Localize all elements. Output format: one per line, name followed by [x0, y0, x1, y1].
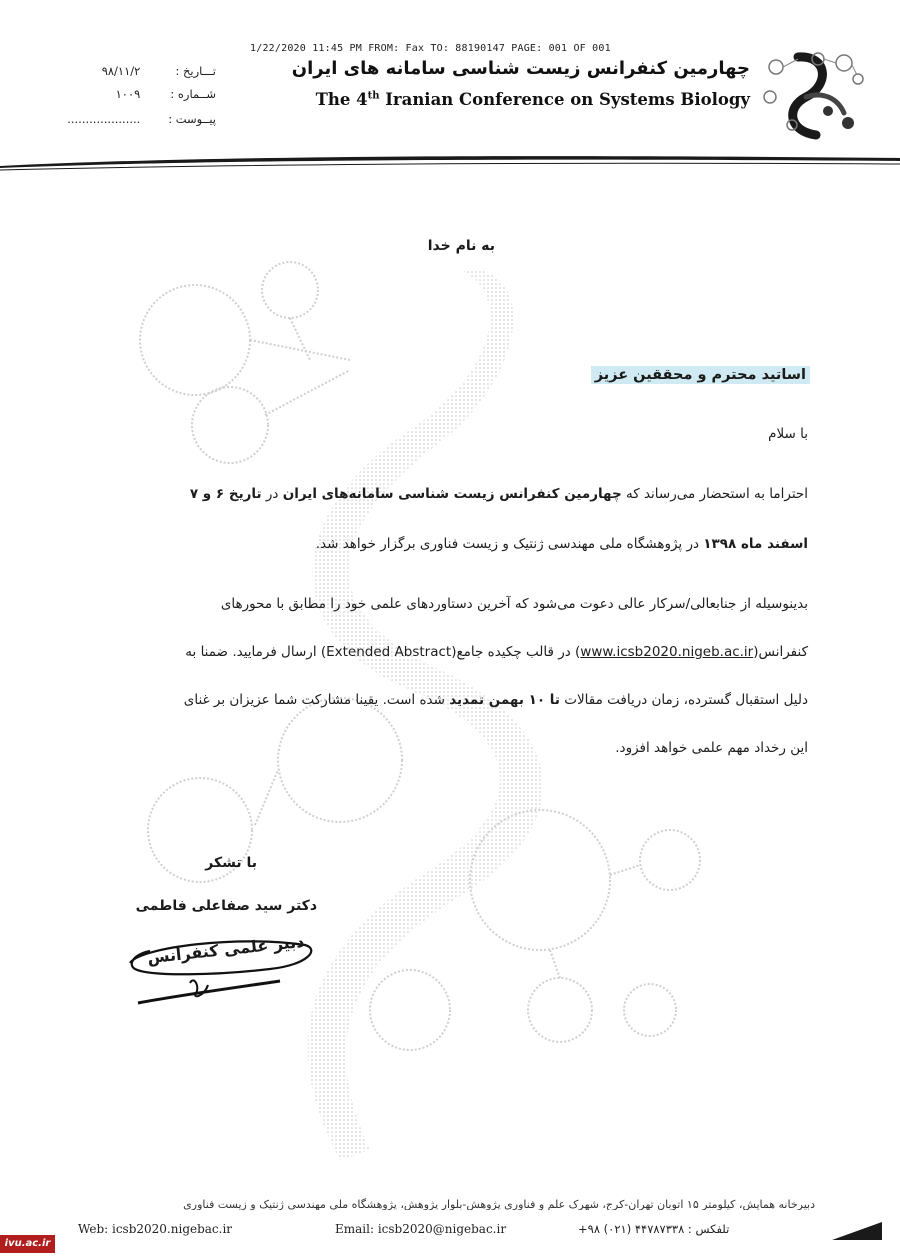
attachment-row [66, 112, 216, 126]
footer-phone: تلفکس : ۴۴۷۸۷۳۳۸ (۰۲۱) ۹۸+ [578, 1222, 730, 1236]
number-label: شــماره : [170, 87, 216, 101]
date-value: ۹۸/۱۱/۲ [101, 64, 141, 78]
paragraph-1-line-1: احتراما به استحضار می‌رساند که چهارمین کنفرانس زیست شناسی سامانه‌های ایران در تاریخ ۶ و ۷ [189, 486, 808, 502]
fax-header: 1/22/2020 11:45 PM FROM: Fax TO: 88190147 PAGE: 001 OF 001 [250, 43, 611, 54]
date-label: تـــاريخ : [175, 64, 216, 78]
paragraph-2-line-1: بدینوسیله از جنابعالی/سرکار عالی دعوت می‌شود که آخرین دستاوردهای علمی خود را مطابق با محورهای [220, 596, 808, 612]
closing-thanks: با تشکر [205, 855, 257, 871]
footer-web: Web: icsb2020.nigebac.ir [78, 1222, 233, 1236]
attachment-label: پيــوست : [168, 112, 216, 126]
number-value: ۱۰۰۹ [115, 87, 141, 101]
paragraph-2-line-4: این رخداد مهم علمی خواهد افزود. [615, 740, 808, 756]
bismillah-heading: به نام خدا [427, 238, 495, 254]
paragraph-1-line-2: اسفند ماه ۱۳۹۸ در پژوهشگاه ملی مهندسی ژنتیک و زیست فناوری برگزار خواهد شد. [315, 536, 808, 552]
conference-logo-icon [758, 45, 868, 145]
header-divider [0, 148, 900, 178]
paragraph-2-line-2: کنفرانس(www.icsb2020.nigeb.ac.ir) در قالب چکیده جامع(Extended Abstract) ارسال فرمایید. ضمنا به [185, 644, 808, 660]
signature-title: دبیر علمی کنفرانس [146, 931, 306, 968]
footer-address: دبیرخانه همایش، کیلومتر ۱۵ اتوبان تهران-کرج، شهرک علم و فناوری پژوهش-بلوار پژوهش، پژوهشگاه ملی مهندسی ژنتیک و زیست فناوری [183, 1198, 815, 1210]
conference-title-en: The 4th Iranian Conference on Systems Biology [315, 90, 750, 109]
footer-email: Email: icsb2020@nigebac.ir [335, 1222, 507, 1236]
conference-url[interactable]: www.icsb2020.nigeb.ac.ir [580, 644, 754, 660]
paragraph-2-line-3: دلیل استقبال گسترده، زمان دریافت مقالات تا ۱۰ بهمن تمدید شده است. یقینا مشارکت شما عزیزان بر غنای [183, 692, 808, 708]
corner-mark [832, 1222, 882, 1240]
conference-title-fa: چهارمین کنفرانس زیست شناسی سامانه های ایران [291, 58, 750, 79]
attachment-value: .................... [67, 112, 141, 126]
date-row [66, 64, 216, 78]
greeting: با سلام [768, 426, 808, 442]
watermark-logo [110, 250, 730, 1180]
signer-name: دکتر سید صفاعلی فاطمی [135, 898, 317, 914]
site-badge[interactable]: ivu.ac.ir [0, 1235, 55, 1253]
number-row [66, 87, 216, 101]
salutation: اساتید محترم و محققین عزیز [591, 366, 810, 384]
